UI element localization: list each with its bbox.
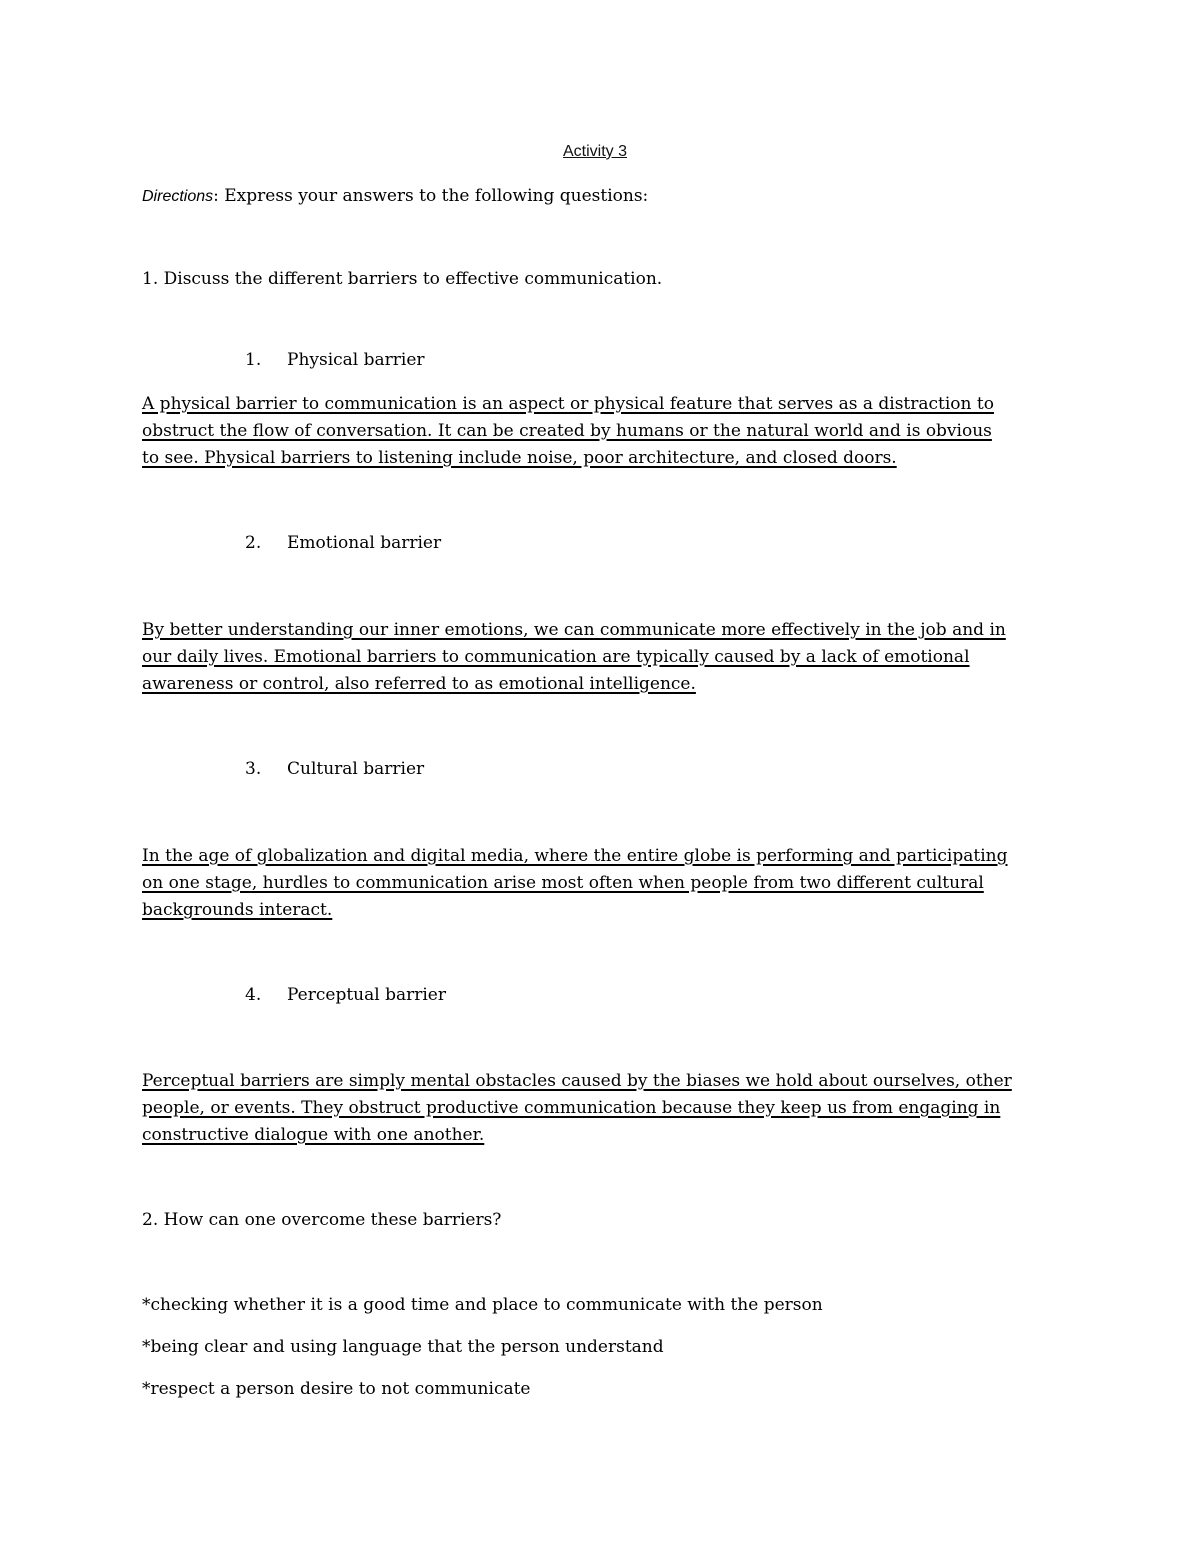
barrier-paragraph-emotional — [142, 617, 1062, 698]
activity-title: Activity 3 — [563, 143, 628, 160]
barrier-paragraph-physical — [142, 391, 1062, 472]
barrier-paragraph-cultural — [142, 843, 1062, 924]
paragraph-line: awareness or control, also referred to as emotional intelligence. — [142, 674, 696, 694]
directions-line — [142, 185, 648, 208]
answer-item: *checking whether it is a good time and place to communicate with the person — [142, 1295, 823, 1315]
barrier-title: Emotional barrier — [287, 533, 442, 553]
barrier-number: 2. — [245, 533, 262, 553]
barrier-heading-cultural — [245, 758, 424, 780]
directions-label: Directions — [142, 188, 214, 205]
barrier-title: Perceptual barrier — [287, 985, 446, 1005]
barrier-paragraph-perceptual — [142, 1068, 1062, 1149]
barrier-number: 4. — [245, 985, 262, 1005]
barrier-number: 1. — [245, 350, 262, 370]
paragraph-line: Perceptual barriers are simply mental obstacles caused by the biases we hold about ourselves, other — [142, 1071, 1012, 1091]
question-1: 1. Discuss the different barriers to effective communication. — [142, 269, 663, 289]
barrier-title: Cultural barrier — [287, 759, 425, 779]
paragraph-line: backgrounds interact. — [142, 900, 333, 920]
directions-text: : Express your answers to the following questions: — [213, 186, 649, 206]
paragraph-line: to see. Physical barriers to listening include noise, poor architecture, and closed doors. — [142, 448, 897, 468]
paragraph-line: obstruct the flow of conversation. It can be created by humans or the natural world and is obvious — [142, 421, 992, 441]
paragraph-line: In the age of globalization and digital media, where the entire globe is performing and participating — [142, 846, 1008, 866]
barrier-heading-physical — [245, 349, 425, 371]
barrier-heading-emotional — [245, 532, 441, 554]
paragraph-line: A physical barrier to communication is an aspect or physical feature that serves as a distraction to — [142, 394, 994, 414]
question-2: 2. How can one overcome these barriers? — [142, 1210, 502, 1230]
answer-item: *respect a person desire to not communicate — [142, 1379, 531, 1399]
barrier-number: 3. — [245, 759, 262, 779]
paragraph-line: our daily lives. Emotional barriers to communication are typically caused by a lack of emotional — [142, 647, 970, 667]
barrier-heading-perceptual — [245, 984, 446, 1006]
answer-item: *being clear and using language that the person understand — [142, 1337, 664, 1357]
barrier-title: Physical barrier — [287, 350, 425, 370]
paragraph-line: people, or events. They obstruct productive communication because they keep us from engaging in — [142, 1098, 1001, 1118]
paragraph-line: By better understanding our inner emotions, we can communicate more effectively in the job and in — [142, 620, 1006, 640]
paragraph-line: on one stage, hurdles to communication arise most often when people from two different cultural — [142, 873, 984, 893]
paragraph-line: constructive dialogue with one another. — [142, 1125, 485, 1145]
